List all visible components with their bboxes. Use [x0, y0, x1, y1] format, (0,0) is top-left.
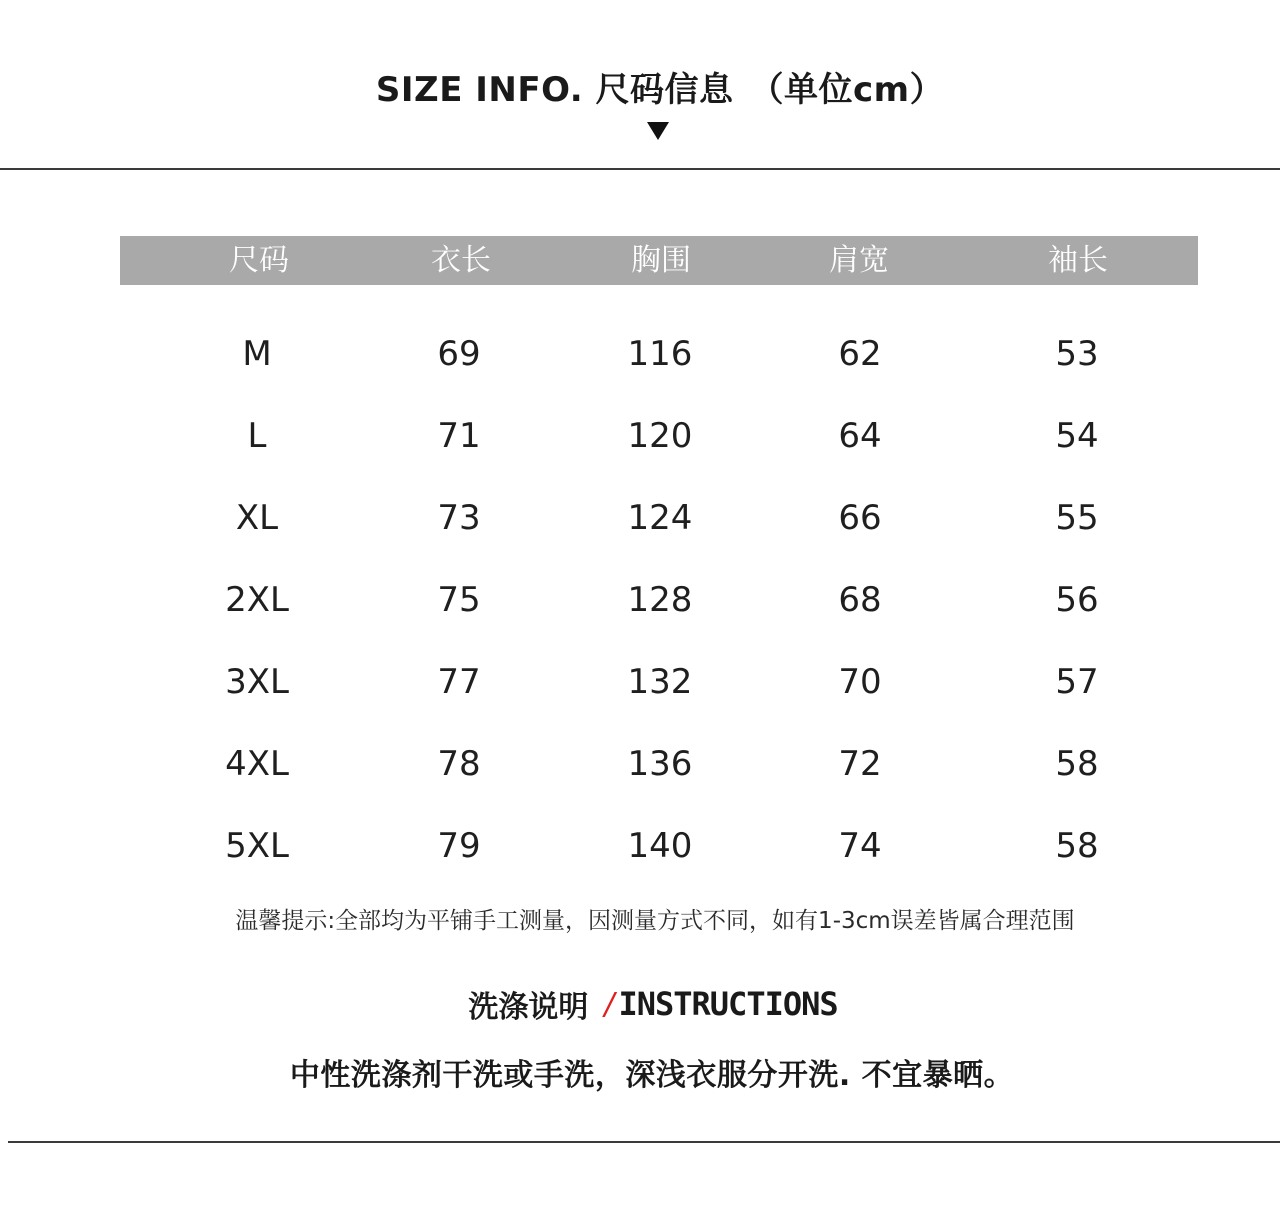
measurement-note: 温馨提示:全部均为平铺手工测量，因测量方式不同，如有1-3cm误差皆属合理范围	[235, 908, 1075, 934]
washing-instructions-text: 中性洗涤剂干洗或手洗，深浅衣服分开洗. 不宜暴晒。	[289, 1058, 1015, 1093]
size-cell: 3XL	[225, 662, 289, 702]
slash-divider: /	[604, 986, 615, 1022]
size-cell: 4XL	[225, 744, 289, 784]
length-cell: 75	[437, 580, 481, 620]
shoulder-cell: 70	[838, 662, 882, 702]
size-cell: XL	[235, 498, 279, 538]
sleeve-cell: 58	[1055, 744, 1099, 784]
length-cell: 69	[437, 334, 481, 374]
chest-cell: 116	[627, 334, 693, 374]
shoulder-cell: 66	[838, 498, 882, 538]
chest-cell: 132	[627, 662, 693, 702]
table-row	[0, 488, 1280, 548]
column-header-sleeve: 袖长	[1048, 243, 1108, 278]
sleeve-cell: 58	[1055, 826, 1099, 866]
sleeve-cell: 55	[1055, 498, 1099, 538]
shoulder-cell: 68	[838, 580, 882, 620]
length-cell: 73	[437, 498, 481, 538]
chest-cell: 136	[627, 744, 693, 784]
size-cell: M	[242, 334, 272, 374]
bottom-divider	[8, 1141, 1280, 1143]
sleeve-cell: 54	[1055, 416, 1099, 456]
size-cell: L	[247, 416, 267, 456]
column-header-chest: 胸围	[631, 243, 691, 278]
shoulder-cell: 64	[838, 416, 882, 456]
column-header-length: 衣长	[431, 243, 491, 278]
length-cell: 78	[437, 744, 481, 784]
table-row	[0, 570, 1280, 630]
top-divider	[0, 168, 1280, 170]
table-row	[0, 406, 1280, 466]
size-cell: 5XL	[225, 826, 289, 866]
sleeve-cell: 57	[1055, 662, 1099, 702]
shoulder-cell: 72	[838, 744, 882, 784]
page-title	[0, 62, 1280, 111]
chest-cell: 124	[627, 498, 693, 538]
down-arrow-icon	[647, 122, 669, 140]
table-row	[0, 734, 1280, 794]
shoulder-cell: 74	[838, 826, 882, 866]
washing-instructions-heading	[0, 982, 1280, 1026]
length-cell: 79	[437, 826, 481, 866]
table-header	[120, 236, 1198, 285]
chest-cell: 140	[627, 826, 693, 866]
column-header-shoulder: 肩宽	[829, 243, 889, 278]
chest-cell: 128	[627, 580, 693, 620]
sleeve-cell: 53	[1055, 334, 1099, 374]
table-row	[0, 816, 1280, 876]
shoulder-cell: 62	[838, 334, 882, 374]
table-row	[0, 652, 1280, 712]
washing-heading-en: INSTRUCTIONS	[618, 985, 838, 1023]
column-header-size: 尺码	[229, 243, 289, 278]
washing-heading-cn: 洗涤说明	[468, 990, 589, 1025]
chest-cell: 120	[627, 416, 693, 456]
size-cell: 2XL	[225, 580, 289, 620]
table-row	[0, 324, 1280, 384]
length-cell: 77	[437, 662, 481, 702]
length-cell: 71	[437, 416, 481, 456]
page-title-text: SIZE INFO. 尺码信息	[375, 70, 734, 110]
sleeve-cell: 56	[1055, 580, 1099, 620]
page-title-unit: （单位cm）	[749, 70, 945, 110]
